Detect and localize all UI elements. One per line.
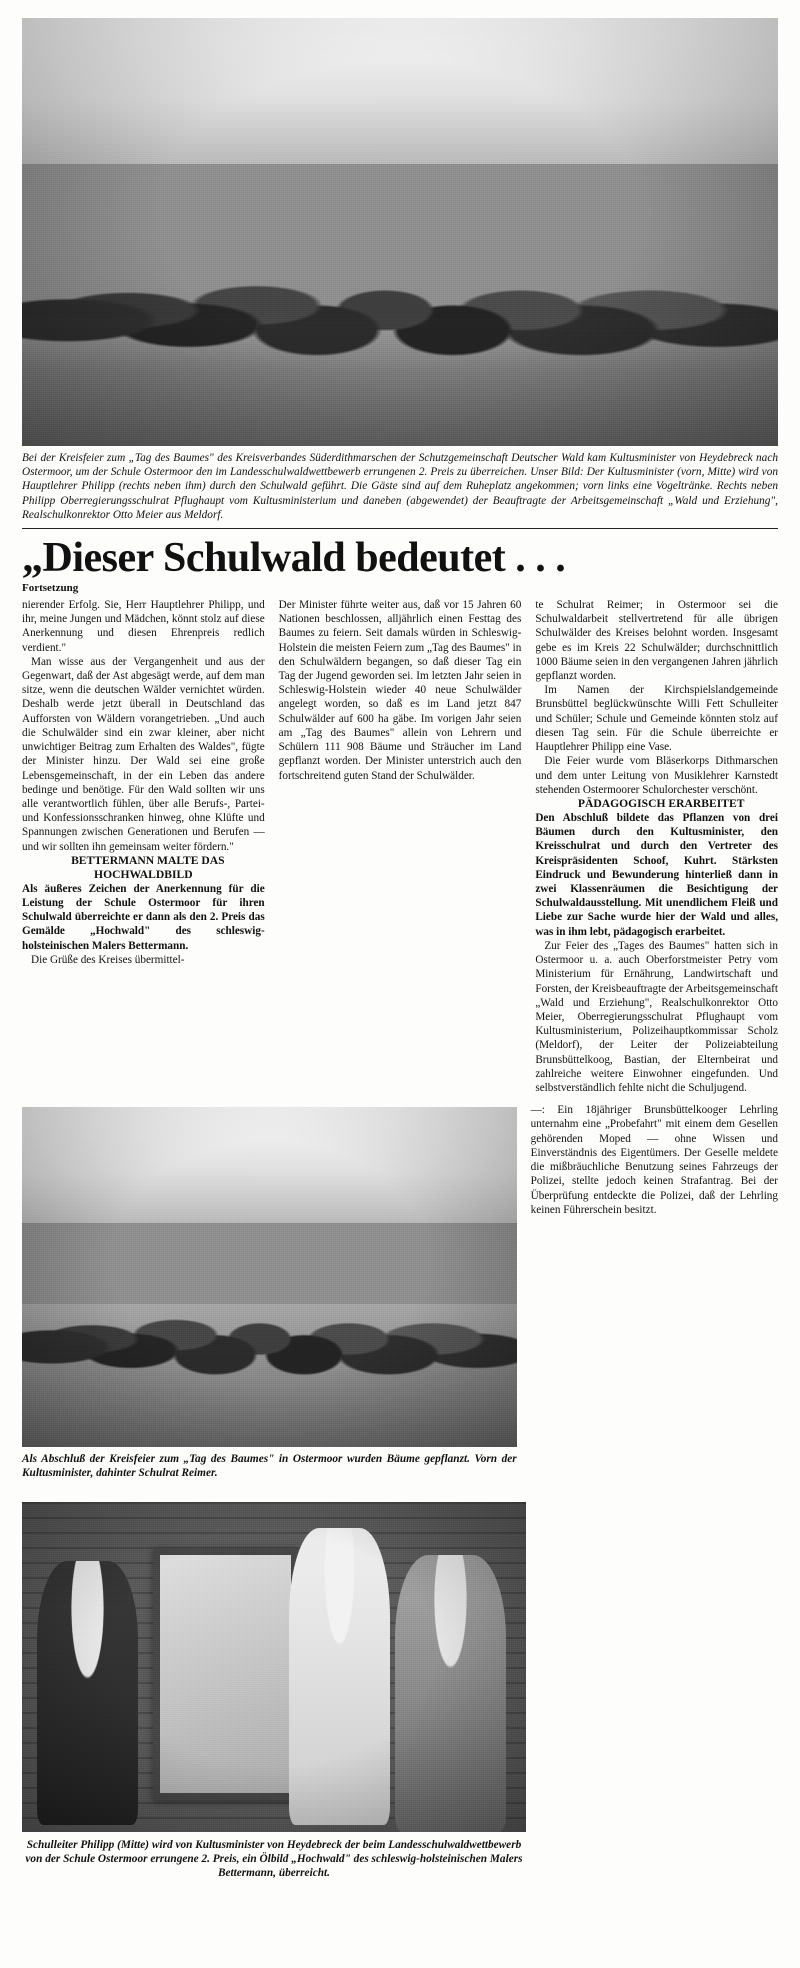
- paragraph: Die Grüße des Kreises übermittel-: [31, 953, 185, 966]
- paragraph: te Schulrat Reimer; in Ostermoor sei die Schulwaldarbeit stellvertretend für alle übrigen Schulwälder des Kreises belohnt worden. Insgesamt gebe es im Kreis 22 Schulwälder; durchschnittlich 1000 Bäume seien in den vergangenen Jahren jährlich gepflanzt worden.: [535, 598, 779, 683]
- paragraph: nierender Erfolg. Sie, Herr Hauptlehrer Philipp, und ihr, meine Jungen und Mädchen, könnt stolz auf diese Anerkennung und diesen Ehrenpreis redlich verdient.": [22, 598, 265, 654]
- photo-top-caption: Bei der Kreisfeier zum „Tag des Baumes" des Kreisverbandes Süderdithmarschen der Schutzgemeinschaft Deutscher Wald kam Kultusminister von Heydebreck nach Ostermoor, um der Schule Ostermoor den im Landesschulwaldwettbewerb errungenen 2. Preis zu überreichen. Unser Bild: Der Kultusminister (vorn, Mitte) wird von Hauptlehrer Philipp (rechts neben ihm) durch den Schulwald geführt. Die Gäste sind auf dem Ruheplatz angekommen; vorn links eine Vogeltränke. Rechts neben Philipp Oberregierungsschulrat Pflughaupt vom Kultusministerium und daneben (abgewendet) der Beauftragte der Arbeitsgemeinschaft „Wald und Erziehung", Realschulkonrektor Otto Meier aus Meldorf.: [22, 452, 778, 521]
- lower-left-block: [22, 1103, 517, 1492]
- lower-section: [22, 1103, 778, 1492]
- continuation-label: Fortsetzung: [22, 581, 79, 594]
- paragraph: Man wisse aus der Vergangenheit und aus der Gegenwart, daß der Ast abgesägt werde, auf dem man sitze, wenn die deutschen Wälder vernichtet würden. Deshalb werde jetzt überall in Deutschland das Aufforsten von Wäldern vorangetrieben. „Und auch die Schulwälder sind ein zwar kleiner, aber nicht unwichtiger Beitrag zum Erhalten des Waldes", fügte der Minister hinzu. Der Wald sei eine große Lebensgemeinschaft, in der ein Leben das andere bedinge und benötige. Für den Wald sollten wir uns alle verantwortlich fühlen, über alle Berufs-, Partei- und Konfessionsschranken hinweg, ohne Klüfte und Spannungen zwischen Generationen und Berufen — und wir sollten ihn gemeinsam weiter fördern.": [22, 655, 265, 853]
- paragraph: Zur Feier des „Tages des Baumes" hatten sich in Ostermoor u. a. auch Oberforstmeister Petry vom Ministerium für Ernährung, Landwirtschaft und Forsten, der Kreisbeauftragte der Arbeitsgemeinschaft „Wald und Erziehung", Realschulkonrektor Otto Meier, Oberregierungsschulrat Pflughaupt vom Kultusministerium, Polizeihauptkommissar Scholz (Meldorf), der Leiter der Polizeiabteilung Brunsbüttelkoog, Bastian, der Elternbeirat und zahlreiche weitere Einwohner eingefunden. Und selbstverständlich fehlte nicht die Schuljugend.: [535, 939, 779, 1095]
- article-column-1: [22, 598, 265, 1095]
- notice-paragraph: —: Ein 18jähriger Brunsbüttelkooger Lehrling unternahm eine „Probefahrt" mit einem dem Gesellen gehörenden Moped — ohne Wissen und Einverständnis des Eigentümers. Der Geselle meldete die mißbräuchliche Benutzung seines Fahrzeugs der Polizei, stellte jedoch keinen Strafantrag. Bei der Überprüfung entdeckte die Polizei, daß der Lehrling keinen Führerschein besitzt.: [530, 1104, 778, 1216]
- photo-middle-vignette: [22, 1107, 517, 1447]
- subhead-paedagogisch: PÄDAGOGISCH ERARBEITET: [577, 796, 745, 810]
- article-column-2: [279, 598, 522, 1095]
- photo-middle: [22, 1107, 517, 1447]
- paragraph: Im Namen der Kirchspielslandgemeinde Brunsbüttel beglückwünschte Willi Fett Schulleiter und Schüler; Schule und Gemeinde könnten stolz auf diesen Tag sein. Für die Schule überreichte er Hauptlehrer Philipp eine Vase.: [535, 684, 779, 754]
- paragraph: Der Minister führte weiter aus, daß vor 15 Jahren 60 Nationen beschlossen, alljährlich einen Festtag des Baumes zu feiern. Seit damals würden in Schleswig-Holstein die meisten Feiern zum „Tag des Baumes" in den Schulwäldern begangen, so daß dieser Tag ein Tag der Jugend geworden sei. Im letzten Jahr seien in Schleswig-Holstein wieder 40 neue Schulwälder angelegt worden, so daß es im Land jetzt 847 Schulwälder auf 600 ha gäbe. Im vorigen Jahr seien am „Tag des Baumes" allein von Lehrern und Schülern 111 908 Bäume und Sträucher im Land gepflanzt worden. Der Minister unterstrich auch den fortschreitend guten Stand der Schulwälder.: [278, 598, 522, 782]
- paragraph: Als äußeres Zeichen der Anerkennung für die Leistung der Schule Ostermoor für ihren Schulwald überreichte er dann als den 2. Preis das Gemälde „Hochwald" des schleswig-holsteinischen Malers Bettermann.: [22, 882, 265, 952]
- photo-top-vignette: [22, 18, 778, 446]
- subhead-bettermann: BETTERMANN MALTE DAS HOCHWALDBILD: [71, 853, 225, 881]
- photo-top: [22, 18, 778, 446]
- photo-middle-caption: Als Abschluß der Kreisfeier zum „Tag des Baumes" in Ostermoor wurden Bäume gepflanzt. Vorn der Kultusminister, dahinter Schulrat Reimer.: [22, 1453, 517, 1480]
- photo-bottom-caption: Schulleiter Philipp (Mitte) wird von Kultusminister von Heydebreck der beim Landesschulwaldwettbewerb von der Schule Ostermoor errungene 2. Preis, ein Ölbild „Hochwald" des schleswig-holsteinischen Malers Bettermann, überreicht.: [25, 1838, 523, 1879]
- page-headline: „Dieser Schulwald bedeutet . . .: [22, 535, 566, 582]
- photo-bottom-vignette: [22, 1502, 526, 1832]
- paragraph: Den Abschluß bildete das Pflanzen von drei Bäumen durch den Kultusminister, den Kreisschulrat und durch den Vertreter des Kreispräsidenten Schoof, Kuhrt. Stärksten Eindruck und Bewunderung hinterließ dann in zwei Klassenräumen die Besichtigung der Schulwaldausstellung. Mit unendlichem Fleiß und Liebe zur Sache wurde hier der Wald und alles, was in ihm lebt, pädagogisch erarbeitet.: [535, 811, 779, 938]
- paragraph: Die Feier wurde vom Bläserkorps Dithmarschen und dem unter Leitung von Musiklehrer Karnstedt stehenden Ostermoorer Schulorchester verschönt.: [535, 755, 779, 796]
- headline-rule: [22, 528, 778, 529]
- photo-bottom: [22, 1502, 526, 1832]
- article-columns: [22, 598, 778, 1095]
- lower-right-column: [531, 1103, 778, 1492]
- article-column-3: [535, 598, 778, 1095]
